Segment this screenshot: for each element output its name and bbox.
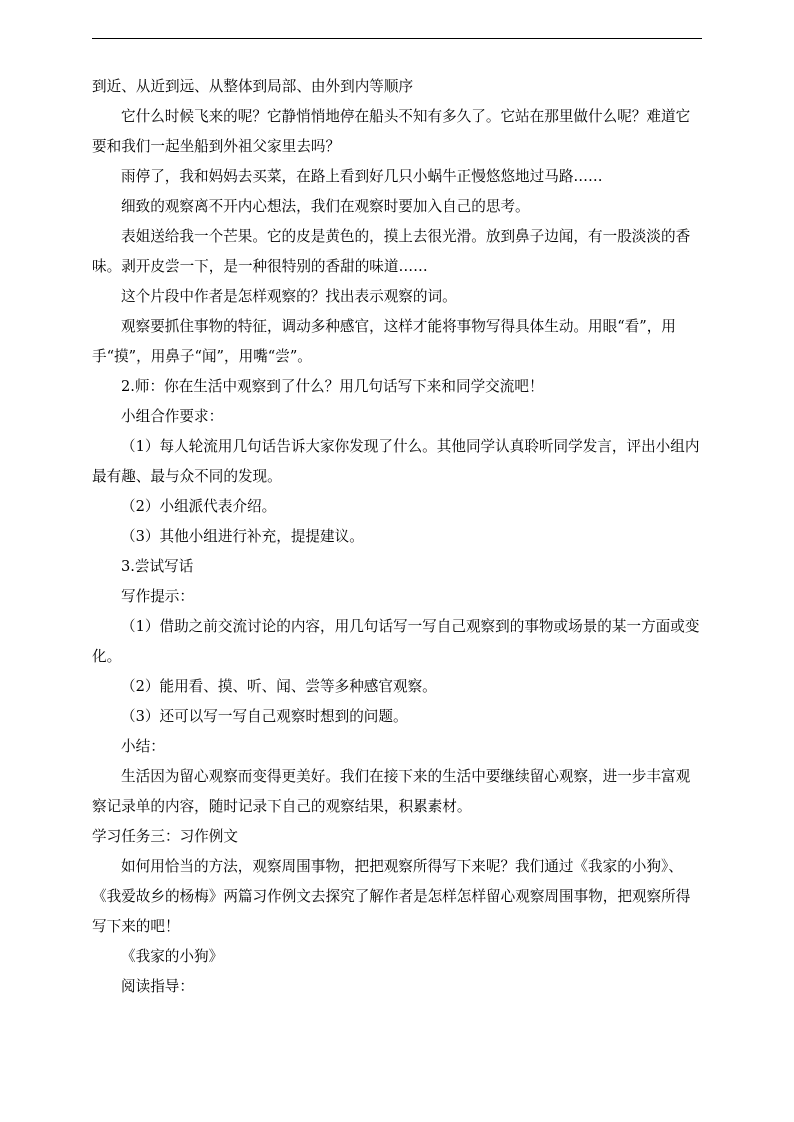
paragraph: 学习任务三：习作例文	[92, 828, 238, 845]
paragraph: （1）每人轮流用几句话告诉大家你发现了什么。其他同学认真聆听同学发言，评出小组内最有趣、最与众不同的发现。	[92, 438, 700, 485]
paragraph: 2.师：你在生活中观察到了什么？用几句话写下来和同学交流吧！	[121, 378, 544, 395]
paragraph: 小结：	[121, 738, 165, 755]
paragraph: 生活因为留心观察而变得更美好。我们在接下来的生活中要继续留心观察，进一步丰富观察记录单的内容，随时记录下自己的观察结果，积累素材。	[92, 768, 691, 815]
paragraph: 雨停了，我和妈妈去买菜，在路上看到好几只小蜗牛正慢悠悠地过马路……	[121, 168, 603, 185]
paragraph: 《我家的小狗》	[121, 948, 224, 965]
paragraph: 3.尝试写话	[121, 558, 194, 575]
paragraph: 小组合作要求：	[121, 408, 224, 425]
paragraph: （3）还可以写一写自己观察时想到的问题。	[121, 708, 408, 725]
paragraph: 观察要抓住事物的特征，调动多种感官，这样才能将事物写得具体生动。用眼“看”，用手“摸”，用鼻子“闻”，用嘴“尝”。	[92, 318, 676, 365]
paragraph: 它什么时候飞来的呢？它静悄悄地停在船头不知有多久了。它站在那里做什么呢？难道它要和我们一起坐船到外祖父家里去吗？	[92, 108, 691, 155]
paragraph: （3）其他小组进行补充，提提建议。	[121, 528, 364, 545]
paragraph: （1）借助之前交流讨论的内容，用几句话写一写自己观察到的事物或场景的某一方面或变化。	[92, 618, 700, 665]
paragraph: 写作提示：	[121, 588, 194, 605]
paragraph: 细致的观察离不开内心想法，我们在观察时要加入自己的思考。	[121, 198, 530, 215]
paragraph: 表姐送给我一个芒果。它的皮是黄色的，摸上去很光滑。放到鼻子边闻，有一股淡淡的香味。剥开皮尝一下，是一种很特别的香甜的味道……	[92, 228, 691, 275]
paragraph: （2）能用看、摸、听、闻、尝等多种感官观察。	[121, 678, 437, 695]
paragraph: 这个片段中作者是怎样观察的？找出表示观察的词。	[121, 288, 457, 305]
paragraph: （2）小组派代表介绍。	[121, 498, 277, 515]
paragraph: 如何用恰当的方法，观察周围事物，把把观察所得写下来呢？我们通过《我家的小狗》、《我爱故乡的杨梅》两篇习作例文去探究了解作者是怎样怎样留心观察周围事物，把观察所得写下来的吧！	[92, 858, 691, 935]
paragraph: 阅读指导：	[121, 978, 194, 995]
header-rule	[92, 38, 702, 39]
document-body	[92, 72, 704, 1002]
paragraph: 到近、从近到远、从整体到局部、由外到内等顺序	[92, 78, 414, 95]
